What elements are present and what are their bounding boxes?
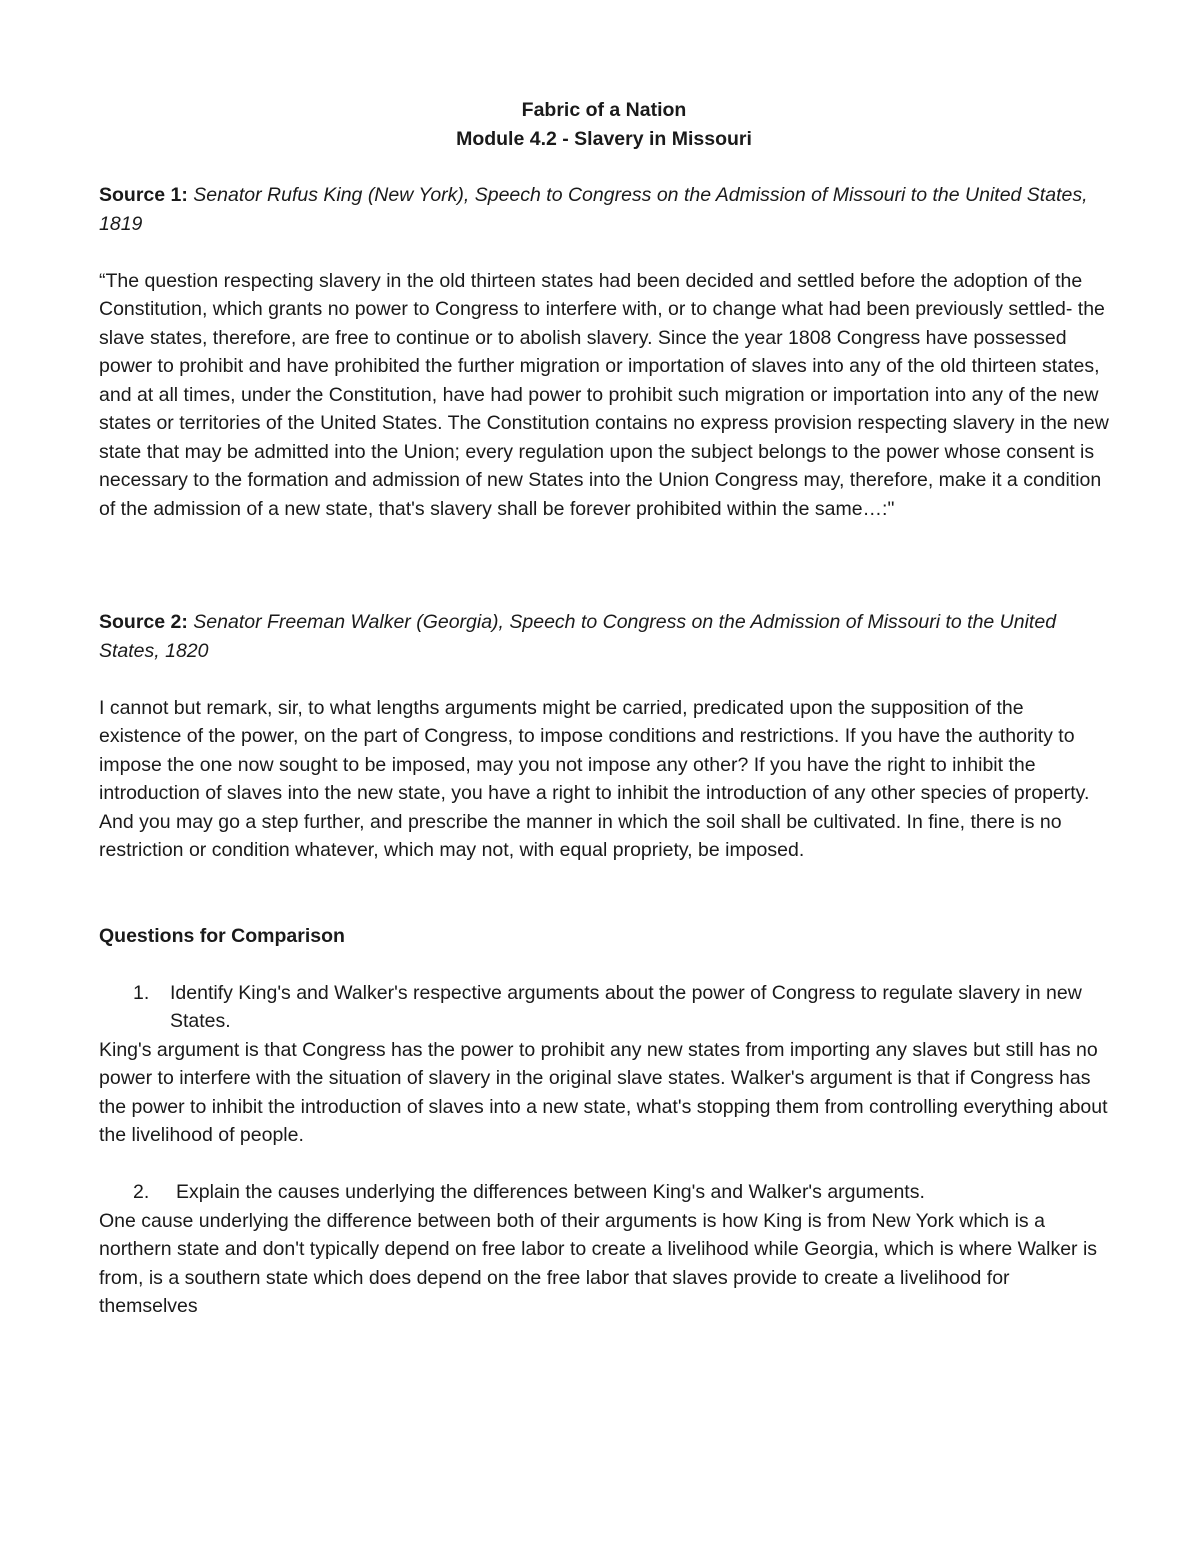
answer-2: One cause underlying the difference between both of their arguments is how King is from New York which is a northern state and don't typically depend on free labor to create a livelihood while Georgia, which is where Walker is from, is a southern state which does depend on the free labor that slaves provide to create a livelihood for themselves	[99, 1209, 1098, 1317]
source-2-quote: I cannot but remark, sir, to what lengths arguments might be carried, predicated upon the supposition of the existence of the power, on the part of Congress, to impose conditions and restrictions. If you have the authority to impose the one now sought to be imposed, may you not impose any other? If you have the right to inhibit the introduction of slaves into the new state, you have a right to inhibit the introduction of any other species of property. And you may go a step further, and prescribe the manner in which the soil shall be cultivated. In fine, there is no restriction or condition whatever, which may not, with equal propriety, be imposed.	[99, 696, 1090, 861]
question-2	[99, 1178, 1109, 1207]
document-page	[99, 96, 1109, 1321]
source-1-citation: Senator Rufus King (New York), Speech to Congress on the Admission of Missouri to the United States, 1819	[99, 184, 1088, 235]
question-2-number: 2.	[133, 1181, 150, 1203]
source-2-label: Source 2:	[99, 611, 188, 633]
source-2-citation: Senator Freeman Walker (Georgia), Speech to Congress on the Admission of Missouri to the United States, 1820	[99, 611, 1057, 662]
questions-heading: Questions for Comparison	[99, 924, 345, 947]
document-title	[99, 96, 1109, 153]
question-1	[99, 979, 1109, 1036]
question-1-number: 1.	[133, 981, 150, 1004]
source-1-label: Source 1:	[99, 184, 188, 206]
source-1-heading	[99, 181, 1109, 238]
answer-1: King's argument is that Congress has the power to prohibit any new states from importing any slaves but still has no power to interfere with the situation of slavery in the original slave states. Walker's argument is that if Congress has the power to inhibit the introduction of slaves into a new state, what's stopping them from controlling everything about the livelihood of people.	[99, 1038, 1108, 1146]
course-title: Fabric of a Nation	[521, 99, 687, 121]
source-1-quote: “The question respecting slavery in the old thirteen states had been decided and settled before the adoption of the Constitution, which grants no power to Congress to interfere with, or to change what had been previously settled- the slave states, therefore, are free to continue or to abolish slavery. Since the year 1808 Congress have possessed power to prohibit and have prohibited the further migration or importation of slaves into any of the old thirteen states, and at all times, under the Constitution, have had power to prohibit such migration or importation into any of the new states or territories of the United States. The Constitution contains no express provision respecting slavery in the new state that may be admitted into the Union; every regulation upon the subject belongs to the power whose consent is necessary to the formation and admission of new States into the Union Congress may, therefore, make it a condition of the admission of a new state, that's slavery shall be forever prohibited within the same…:"	[99, 269, 1109, 520]
question-1-text: Identify King's and Walker's respective arguments about the power of Congress to regulate slavery in new States.	[170, 981, 1082, 1032]
question-2-text: Explain the causes underlying the differences between King's and Walker's arguments.	[176, 1181, 925, 1203]
source-2-heading	[99, 608, 1109, 665]
module-title: Module 4.2 - Slavery in Missouri	[456, 127, 752, 150]
